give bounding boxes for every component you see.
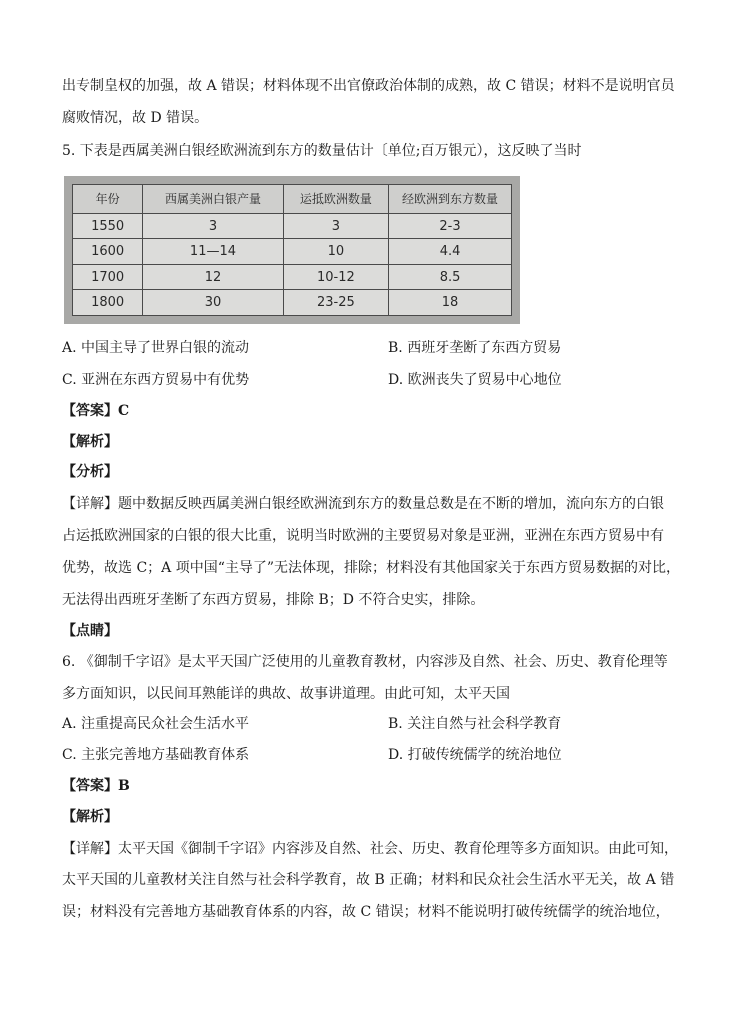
q6-analysis-heading: 【解析】: [62, 809, 118, 825]
table-cell: 10-12: [283, 264, 388, 290]
table-row: [73, 239, 512, 265]
q5-analysis-heading: 【解析】: [62, 434, 118, 450]
q6-detail-line-3: 误；材料没有完善地方基础教育体系的内容，故 C 错误；材料不能说明打破传统儒学的统治地位，: [62, 904, 670, 920]
q6-option-b: B. 关注自然与社会科学教育: [388, 716, 562, 732]
table-cell: 4.4: [389, 239, 512, 265]
q5-detail-line-4: 无法得出西班牙垄断了东西方贸易，排除 B；D 不符合史实，排除。: [62, 592, 485, 608]
q5-dianjing-heading: 【点睛】: [62, 623, 118, 639]
table-cell: 30: [143, 290, 283, 316]
q5-answer: 【答案】C: [62, 403, 130, 419]
q5-option-b: B. 西班牙垄断了东西方贸易: [388, 340, 562, 356]
q5-data-table: [72, 184, 512, 316]
q5-option-d: D. 欧洲丧失了贸易中心地位: [388, 372, 562, 388]
table-cell: 8.5: [389, 264, 512, 290]
table-cell: 11—14: [143, 239, 283, 265]
table-row: [73, 213, 512, 239]
q5-fenxi-heading: 【分析】: [62, 464, 118, 480]
table-cell: 1600: [73, 239, 143, 265]
q5-stem: 5. 下表是西属美洲白银经欧洲流到东方的数量估计〔单位;百万银元），这反映了当时: [62, 143, 582, 159]
q6-detail-line-2: 太平天国的儿童教材关注自然与社会科学教育，故 B 正确；材料和民众社会生活水平无关，故 A 错: [62, 872, 675, 888]
intro-line-2: 腐败情况，故 D 错误。: [62, 110, 209, 126]
q6-answer: 【答案】B: [62, 778, 130, 794]
q5-detail-line-1: 【详解】题中数据反映西属美洲白银经欧洲流到东方的数量总数是在不断的增加，流向东方的白银: [62, 496, 664, 512]
intro-line-1: 出专制皇权的加强，故 A 错误；材料体现不出官僚政治体制的成熟，故 C 错误；材料不是说明官员: [62, 78, 675, 94]
table-header-cell: 年份: [73, 185, 143, 214]
table-cell: 1550: [73, 213, 143, 239]
q6-option-d: D. 打破传统儒学的统治地位: [388, 747, 562, 763]
table-cell: 1800: [73, 290, 143, 316]
q6-stem-line-1: 6. 《御制千字诏》是太平天国广泛使用的儿童教育教材，内容涉及自然、社会、历史、教育伦理等: [62, 654, 668, 670]
table-row: [73, 290, 512, 316]
table-cell: 12: [143, 264, 283, 290]
table-cell: 18: [389, 290, 512, 316]
table-cell: 3: [283, 213, 388, 239]
table-cell: 23-25: [283, 290, 388, 316]
table-cell: 3: [143, 213, 283, 239]
table-header-cell: 经欧洲到东方数量: [389, 185, 512, 214]
table-cell: 1700: [73, 264, 143, 290]
q5-option-a: A. 中国主导了世界白银的流动: [62, 340, 250, 356]
q6-option-c: C. 主张完善地方基础教育体系: [62, 747, 250, 763]
q5-option-c: C. 亚洲在东西方贸易中有优势: [62, 372, 250, 388]
q6-stem-line-2: 多方面知识，以民间耳熟能详的典故、故事讲道理。由此可知，太平天国: [62, 686, 510, 702]
q6-detail-line-1: 【详解】太平天国《御制千字诏》内容涉及自然、社会、历史、教育伦理等多方面知识。由此可知，: [62, 841, 678, 857]
q5-detail-line-2: 占运抵欧洲国家的白银的很大比重，说明当时欧洲的主要贸易对象是亚洲，亚洲在东西方贸易中有: [62, 528, 664, 544]
table-row: [73, 264, 512, 290]
q5-detail-line-3: 优势，故选 C；A 项中国“主导了”无法体现，排除；材料没有其他国家关于东西方贸易数据的对比，: [62, 560, 681, 576]
q6-option-a: A. 注重提高民众社会生活水平: [62, 716, 250, 732]
table-header-row: [73, 185, 512, 214]
q5-table-photo: [64, 176, 520, 324]
table-cell: 2-3: [389, 213, 512, 239]
table-header-cell: 西属美洲白银产量: [143, 185, 283, 214]
table-header-cell: 运抵欧洲数量: [283, 185, 388, 214]
table-cell: 10: [283, 239, 388, 265]
